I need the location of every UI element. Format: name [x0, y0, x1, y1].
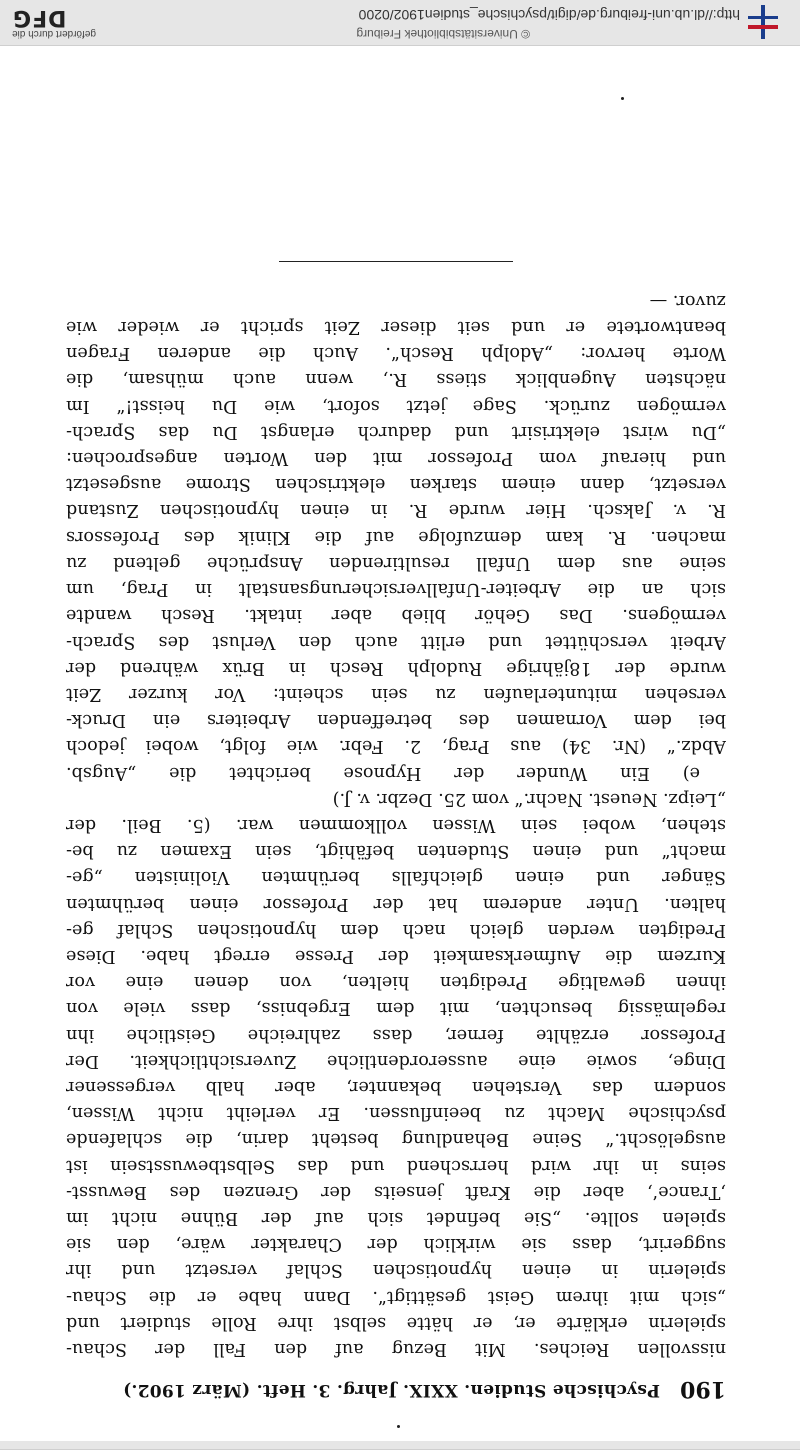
page-number: 190: [680, 1376, 726, 1402]
text-line: Sänger und einen gleichfalls berühmten Violinisten „ge-: [66, 867, 726, 888]
text-line: machen. R. kam demzufolge auf die Klinik des Professors: [66, 526, 726, 547]
text-line: Professor erzählte ferner, dass zahlreiche Geistliche ihn: [66, 1024, 726, 1045]
section-rule: [279, 261, 513, 262]
running-head: Psychische Studien. XXIX. Jahrg. 3. Heft. (März 1902.): [122, 1380, 660, 1400]
text-line: spielerin erklärte er, er hätte selbst ihre Rolle studiert und: [66, 1312, 726, 1333]
text-line: spielen sollte. „Sie befindet sich auf der Bühne nicht im: [66, 1207, 726, 1228]
text-line: vermögens. Das Gehör blieb aber intakt. Resch wandte: [66, 605, 726, 626]
sponsor-block: [12, 6, 96, 39]
text-line: stehen, wobei sein Wissen vollkommen war. (5. Beil. der: [66, 814, 726, 835]
text-line: ‚Trance‘, aber die Kraft jenseits der Grenzen des Bewusst-: [66, 1181, 726, 1202]
dfg-logo: DFG: [12, 5, 67, 30]
text-line: Arbeit verschüttet und erlitt auch den Verlust des Sprach-: [66, 631, 726, 652]
text-line: R. v. Jaksch. Hier wurde R. in einen hypnotischen Zustand: [66, 500, 726, 521]
text-line: psychische Macht zu beeinflussen. Er verleiht nicht Wissen,: [66, 1103, 726, 1124]
text-line: sondern das Verstehen bekannter, aber halb vergessener: [66, 1076, 726, 1097]
library-banner: [0, 0, 800, 46]
text-line: versehen mitunterlaufen zu sein scheint: Vor kurzer Zeit: [66, 683, 726, 704]
speck: [397, 1425, 400, 1428]
library-credit: © Universitätsbibliothek Freiburg: [356, 27, 530, 41]
sponsor-caption: gefördert durch die: [12, 28, 96, 39]
text-line: „Du wirst elektrisirt und dadurch erlangst Du das Sprach-: [66, 421, 726, 442]
text-line: nächsten Augenblick stiess R., wenn auch mühsam, die: [66, 369, 726, 390]
text-line: „Leipz. Neuest. Nachr.“ vom 25. Dezbr. v. J.): [332, 788, 726, 809]
text-line: suggerirt, dass sie wirklich der Charakter wäre, den sie: [66, 1234, 726, 1255]
text-line: Dinge, sowie eine ausserordentliche Zuversichtlichkeit. Der: [66, 1050, 726, 1071]
page-content: [66, 261, 726, 1408]
text-line: seine aus dem Unfall resultirenden Ansprüche geltend zu: [66, 552, 726, 573]
text-line: regelmässig besuchten, mit dem Ergebniss, dass viele von: [66, 998, 726, 1019]
text-line: wurde der 18jährige Rudolph Resch in Brüx während der: [66, 657, 726, 678]
text-line: bei dem Vornamen des betreffenden Arbeiters ein Druck-: [66, 710, 726, 731]
text-line: Kurzem die Aufmerksamkeit der Presse erregt habe. Diese: [66, 945, 726, 966]
text-line: sich an die Arbeiter-Unfallversicherungsanstalt in Prag, um: [66, 579, 726, 600]
text-line: „sich mit ihrem Geist gesättigt“. Dann habe er die Schau-: [66, 1286, 726, 1307]
body-text: [66, 288, 726, 1362]
text-line: Abdz.“ (Nr. 34) aus Prag, 2. Febr. wie folgt, wobei jedoch: [66, 736, 726, 757]
text-line: beantwortete er und seit dieser Zeit spricht er wieder wie: [66, 317, 726, 338]
text-line: seins in ihr wird herrschend und das Selbstbewusstsein ist: [66, 1155, 726, 1176]
speck: [621, 97, 624, 100]
text-line: spielerin in einen hypnotischen Schlaf versetzt und ihr: [66, 1260, 726, 1281]
text-line: ihnen gewaltige Predigten hielten, von denen eine vor: [66, 972, 726, 993]
text-line: e) Ein Wunder der Hypnose berichtet die „Augsb.: [66, 762, 700, 783]
text-line: und hierauf vom Professor mit den Worten angesprochen:: [66, 448, 726, 469]
text-line: nissvollen Reiches. Mit Bezug auf den Fall der Schau-: [66, 1339, 726, 1359]
text-line: Worte hervor: „Adolph Resch“. Auch die anderen Fragen: [66, 343, 726, 364]
text-line: Predigten werden gleich nach dem hypnotischen Schlaf ge-: [66, 919, 726, 940]
text-line: ausgelöscht.“ Seine Behandlung besteht darin, die schlafende: [66, 1129, 726, 1150]
text-line: vermögen zurück. Sage jetzt sofort, wie Du heisst!“ Im: [66, 395, 726, 416]
page-header: [66, 1368, 726, 1408]
library-bar-icon: [748, 5, 778, 39]
text-line: zuvor. —: [649, 290, 726, 311]
text-line: versetzt, dann einem starken elektrischen Strome ausgesetzt: [66, 474, 726, 495]
permalink-url[interactable]: http://dl.ub.uni-freiburg.de/digit/psychische_studien1902/0200: [358, 7, 740, 23]
text-line: macht“ und einen Studenten befähigt, sein Examen zu be-: [66, 841, 726, 862]
top-strip: [0, 1441, 800, 1450]
text-line: halten. Unter anderem hat der Professor einen berühmten: [66, 893, 726, 914]
